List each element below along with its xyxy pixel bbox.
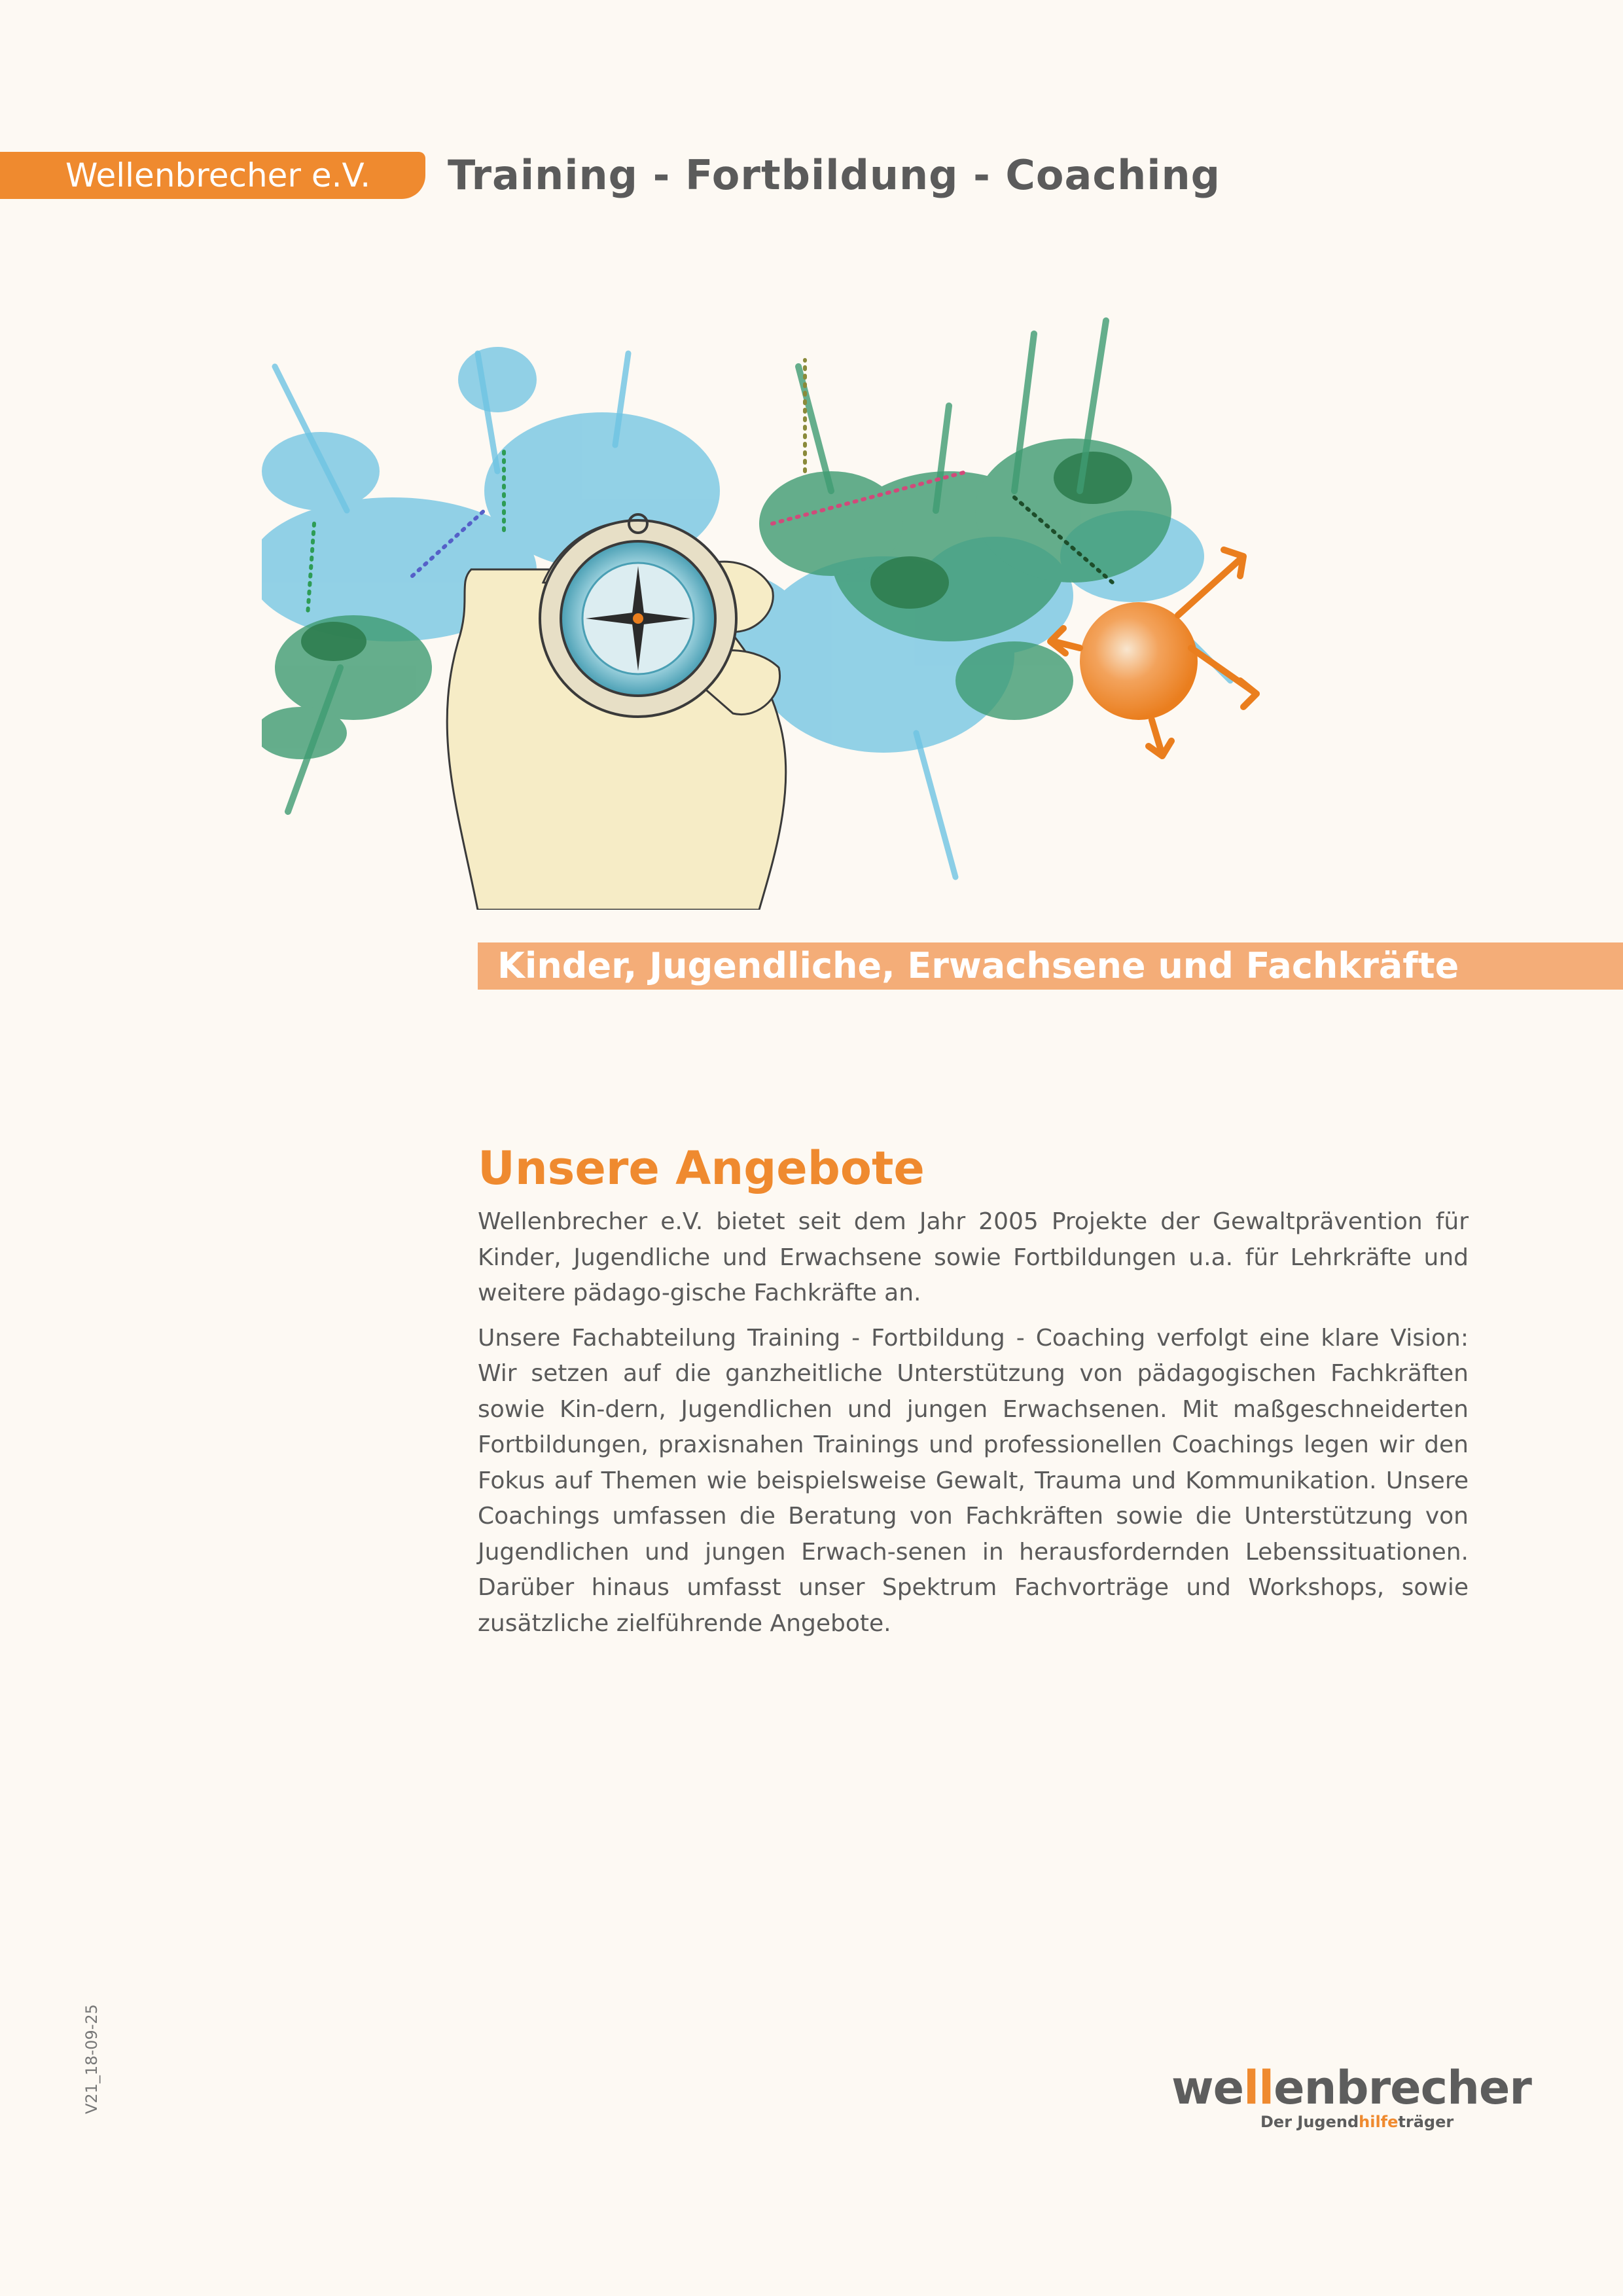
audience-band (478, 942, 1623, 990)
logo-sub-pre: Der Jugend (1260, 2113, 1359, 2131)
audience-band-text: Kinder, Jugendliche, Erwachsene und Fachkräfte (497, 945, 1459, 986)
version-code: V21_18-09-25 (82, 2004, 101, 2114)
logo-sub-post: träger (1398, 2113, 1454, 2131)
logo-word-pre: we (1171, 2061, 1244, 2115)
hand-holding-compass-watercolor-icon (262, 275, 1335, 910)
logo-word-highlight: ll (1243, 2061, 1274, 2115)
logo-wordmark (1171, 2062, 1531, 2114)
section-heading: Unsere Angebote (478, 1141, 925, 1195)
intro-paragraph: Wellenbrecher e.V. bietet seit dem Jahr 2005 Projekte der Gewaltprävention für Kinder, Jugendliche und Erwachsene sowie Fortbildungen u.a. für Lehrkräfte und weitere pädago-gische Fachkräfte an. (478, 1208, 1469, 1306)
body-text (478, 1204, 1469, 1651)
department-paragraph: Unsere Fachabteilung Training - Fortbildung - Coaching verfolgt eine klare Vision: Wir setzen auf die ganzheitliche Unterstützung von pädagogischen Fachkräften sowie Kin-dern, Jugendlichen und jungen Erwachsenen. Mit maßgeschneiderten Fortbildungen, praxisnahen Trainings und professionellen Coachings legen wir den Fokus auf Themen wie beispielsweise Gewalt, Trauma und Kommunikation. Unsere Coachings umfassen die Beratung von Fachkräften sowie die Unterstützung von Jugendlichen und jungen Erwach-senen in herausfordernden Lebenssituationen. Darüber hinaus umfasst unser Spektrum Fachvorträge und Workshops, sowie zusätzliche zielführende Angebote. (478, 1324, 1469, 1637)
logo-sub-highlight: hilfe (1359, 2113, 1399, 2131)
logo-tagline (1260, 2113, 1454, 2131)
logo-word-post: enbrecher (1274, 2061, 1531, 2115)
department-title: Training - Fortbildung - Coaching (448, 151, 1221, 199)
wellenbrecher-logo (1171, 2061, 1531, 2140)
org-label: Wellenbrecher e.V. (65, 156, 371, 194)
org-label-tab (0, 152, 425, 199)
